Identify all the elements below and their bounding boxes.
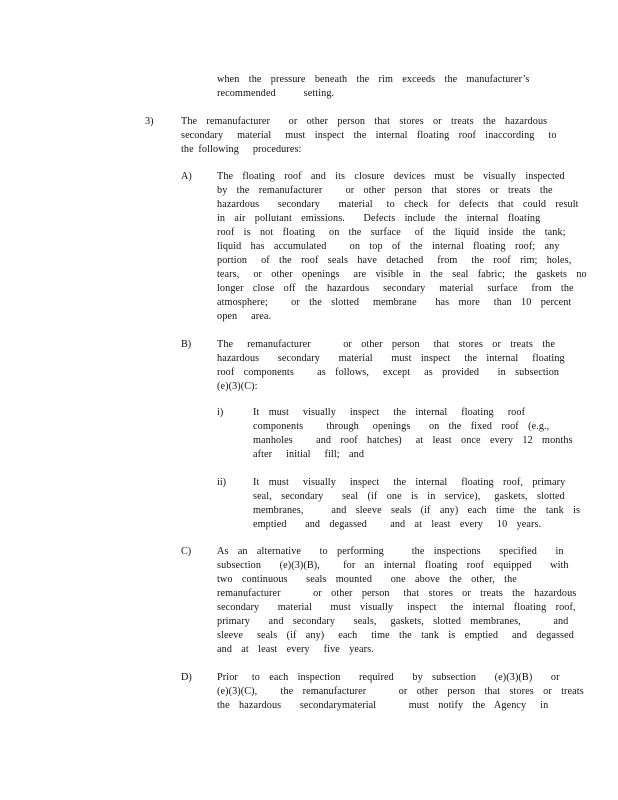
item-b-i-line-1: It must visually inspect the internal floating roof [253,407,526,418]
item-d-marker: D) [181,672,192,683]
item-a-line-2: by the remanufacturer or other person that stores or treats the [217,185,553,196]
item-a-line-3: hazardous secondary material to check for defects that could result [217,199,579,210]
item-3-line-2: secondary material must inspect the internal floating roof inaccording to [181,130,557,141]
item-b-i-line-3: manholes and roof hatches) at least once every 12 months [253,435,573,446]
item-a-line-5: roof is not floating on the surface of the liquid inside the tank; [217,227,566,238]
item-c-line-7: sleeve seals (if any) each time the tank is emptied and degassed [217,630,574,641]
item-b-ii-line-1: It must visually inspect the internal floating roof, primary [253,477,566,488]
item-d-line-1: Prior to each inspection required by subsection (e)(3)(B) or [217,672,560,683]
item-b-line-1: The remanufacturer or other person that stores or treats the [217,339,555,350]
item-b-line-2: hazardous secondary material must inspect the internal floating [217,353,565,364]
item-3-marker: 3) [145,116,154,127]
intro-line-1: when the pressure beneath the rim exceeds the manufacturer’s [217,74,530,85]
item-a-line-4: in air pollutant emissions. Defects include the internal floating [217,213,541,224]
item-c-line-8: and at least every five years. [217,644,374,655]
item-b-i-line-4: after initial fill; and [253,449,365,460]
item-b-i-marker: i) [217,407,224,418]
item-a-line-11: open area. [217,311,272,322]
item-b-ii-line-2: seal, secondary seal (if one is in service), gaskets, slotted [253,491,565,502]
item-b-ii-marker: ii) [217,477,227,488]
item-a-line-10: atmosphere; or the slotted membrane has more than 10 percent [217,297,572,308]
item-c-line-6: primary and secondary seals, gaskets, slotted membranes, and [217,616,569,627]
intro-line-2: recommended setting. [217,88,335,99]
item-a-line-9: longer close off the hazardous secondary material surface from the [217,283,574,294]
item-a-marker: A) [181,171,192,182]
item-b-ii-line-3: membranes, and sleeve seals (if any) each time the tank is [253,505,581,516]
item-a-line-8: tears, or other openings are visible in the seal fabric; the gaskets no [217,269,587,280]
item-3-line-3: the following procedures: [181,144,302,155]
item-c-line-2: subsection (e)(3)(B), for an internal floating roof equipped with [217,560,569,571]
item-c-line-4: remanufacturer or other person that stores or treats the hazardous [217,588,577,599]
item-c-line-5: secondary material must visually inspect the internal floating roof, [217,602,576,613]
item-a-line-6: liquid has accumulated on top of the internal floating roof; any [217,241,560,252]
item-a-line-1: The floating roof and its closure devices must be visually inspected [217,171,565,182]
item-3-line-1: The remanufacturer or other person that stores or treats the hazardous [181,116,548,127]
item-b-line-3: roof components as follows, except as provided in subsection [217,367,560,378]
item-c-marker: C) [181,546,192,557]
item-b-ii-line-4: emptied and degassed and at least every 10 years. [253,519,542,530]
item-b-marker: B) [181,339,192,350]
item-b-i-line-2: components through openings on the fixed roof (e.g., [253,421,550,432]
item-c-line-1: As an alternative to performing the inspections specified in [217,546,564,557]
item-d-line-2: (e)(3)(C), the remanufacturer or other person that stores or treats [217,686,584,697]
item-c-line-3: two continuous seals mounted one above the other, the [217,574,517,585]
item-a-line-7: portion of the roof seals have detached from the roof rim; holes, [217,255,572,266]
item-b-line-4: (e)(3)(C): [217,381,258,392]
item-d-line-3: the hazardous secondarymaterial must notify the Agency in [217,700,549,711]
